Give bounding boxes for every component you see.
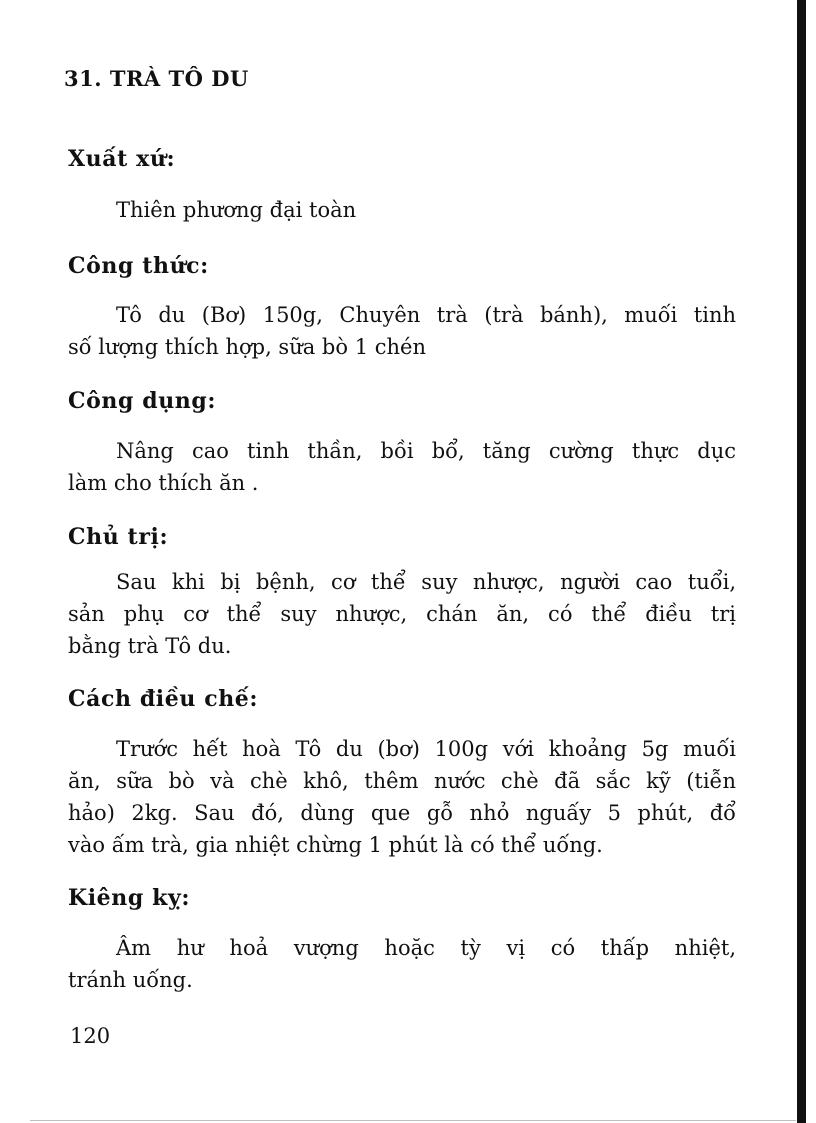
text-line: Nâng cao tinh thần, bồi bổ, tăng cường thực dục xyxy=(116,439,736,463)
text-line: sản phụ cơ thể suy nhược, chán ăn, có thể điều trị xyxy=(68,602,736,626)
recipe-title: 31. TRÀ TÔ DU xyxy=(64,66,249,91)
section-text-preparation xyxy=(68,733,736,861)
section-text-origin xyxy=(68,194,736,226)
section-heading-origin: Xuất xứ: xyxy=(68,146,176,172)
text-line: Thiên phương đại toàn xyxy=(116,198,357,222)
book-spine-edge xyxy=(797,0,806,1123)
text-line: Âm hư hoả vượng hoặc tỳ vị có thấp nhiệt, xyxy=(116,936,736,960)
section-text-uses xyxy=(68,435,736,499)
text-line: Tô du (Bơ) 150g, Chuyên trà (trà bánh), muối tinh xyxy=(116,303,736,327)
text-line: làm cho thích ăn . xyxy=(68,471,259,495)
section-heading-contraindications: Kiêng kỵ: xyxy=(68,885,191,911)
text-line: bằng trà Tô du. xyxy=(68,634,232,658)
text-line: ăn, sữa bò và chè khô, thêm nước chè đã sắc kỹ (tiễn xyxy=(68,769,736,793)
text-line: số lượng thích hợp, sữa bò 1 chén xyxy=(68,335,426,359)
text-line: tránh uống. xyxy=(68,968,193,992)
section-heading-preparation: Cách điều chế: xyxy=(68,686,259,712)
section-text-contraindications xyxy=(68,932,736,996)
text-line: Sau khi bị bệnh, cơ thể suy nhược, người cao tuổi, xyxy=(116,570,736,594)
section-text-formula xyxy=(68,299,736,363)
page-bottom-edge xyxy=(30,1120,796,1121)
section-heading-formula: Công thức: xyxy=(68,253,209,279)
text-line: vào ấm trà, gia nhiệt chừng 1 phút là có thể uống. xyxy=(68,833,603,857)
section-text-indications xyxy=(68,566,736,662)
page-number: 120 xyxy=(70,1024,111,1048)
section-heading-uses: Công dụng: xyxy=(68,388,217,414)
text-line: Trước hết hoà Tô du (bơ) 100g với khoảng 5g muối xyxy=(116,737,736,761)
section-heading-indications: Chủ trị: xyxy=(68,524,169,550)
text-line: hảo) 2kg. Sau đó, dùng que gỗ nhỏ nguấy 5 phút, đổ xyxy=(68,801,736,825)
